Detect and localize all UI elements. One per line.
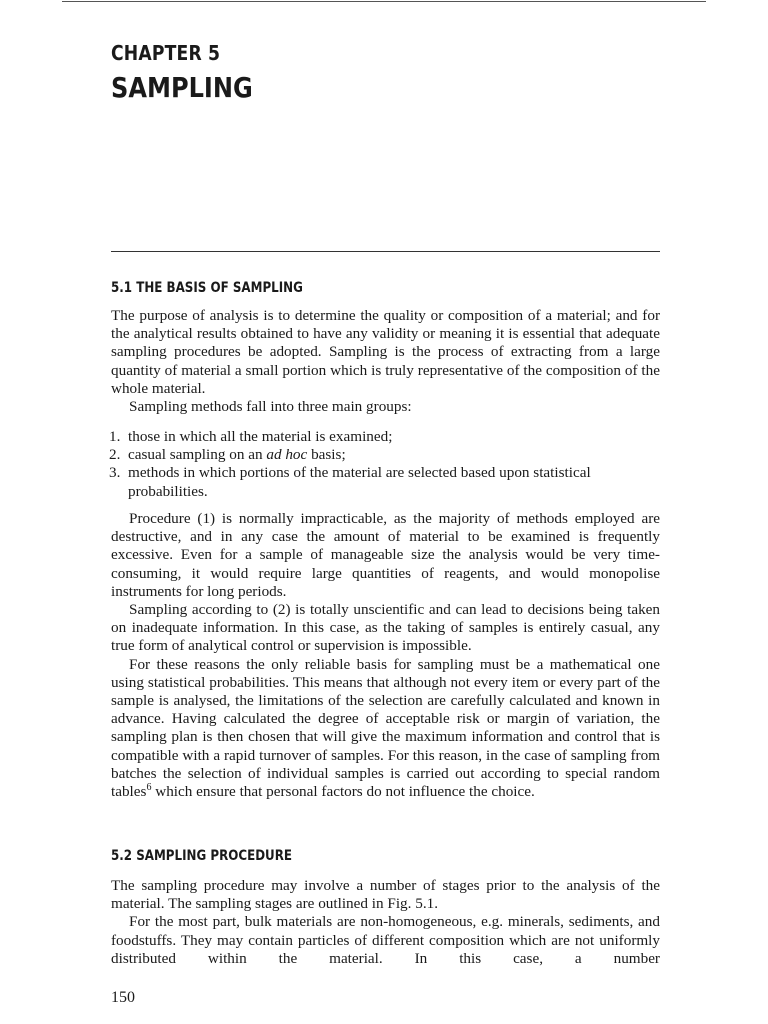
list-item: [109, 464, 660, 500]
list-item-text: methods in which portions of the material are selected based upon statistical probabilities.: [128, 464, 591, 500]
section2-block: [111, 877, 660, 968]
reference-superscript: 6: [146, 781, 152, 793]
procedure2-paragraph: Sampling according to (2) is totally unscientific and can lead to decisions being taken on inadequate information. In this case, as the taking of samples is entirely casual, any true form of analytical control or supervision is impossible.: [111, 601, 660, 655]
chapter-label: CHAPTER 5: [111, 41, 221, 65]
procedure-paragraph: The sampling procedure may involve a number of stages prior to the analysis of the material. The sampling stages are outlined in Fig. 5.1.: [111, 877, 660, 913]
chapter-title: SAMPLING: [111, 71, 253, 104]
list-item-text-post: basis;: [307, 446, 346, 464]
list-item-emphasis: ad hoc: [266, 446, 308, 464]
list-item-number: 3.: [109, 464, 121, 482]
page-number: 150: [111, 989, 135, 1006]
top-rule: [62, 1, 706, 2]
list-item: [109, 428, 660, 446]
sampling-methods-list: [109, 428, 660, 501]
intro-paragraph: The purpose of analysis is to determine the quality or composition of a material; and for the analytical results obtained to have any validity or meaning it is essential that adequate sampling procedures be adopted. Sampling is the process of extracting from a large quantity of material a small portion which is truly representative of the composition of the whole material.: [111, 307, 660, 397]
list-item-number: 1.: [109, 428, 121, 445]
list-item-number: 2.: [109, 446, 121, 464]
bulk-materials-paragraph: For the most part, bulk materials are non-homogeneous, e.g. minerals, sediments, and foodstuffs. They may contain particles of different composition which are not uniformly distributed within the material. In this case, a number: [111, 913, 660, 967]
section1-discussion-block: [111, 510, 660, 801]
list-item: [109, 446, 660, 464]
list-item-text: those in which all the material is examined;: [128, 428, 393, 445]
reasons-text: For these reasons the only reliable basis for sampling must be a mathematical one using statistical probabilities. This means that although not every item or every part of the sample is analysed, the limitations of the selection are carefully calculated and known in advance. Having calculated the degree of acceptable risk or margin of variation, the sampling plan is then chosen that will give the maximum information and control that is compatible with a rapid turnover of samples. For this reason, in the case of sampling from batches the selection of individual samples is carried out according to special random tables: [111, 655, 660, 801]
reasons-text-end: which ensure that personal factors do not influence the choice.: [151, 783, 535, 801]
section-heading-sampling-procedure: 5.2 SAMPLING PROCEDURE: [111, 848, 293, 864]
section-heading-basis-of-sampling: 5.1 THE BASIS OF SAMPLING: [111, 280, 303, 296]
section-rule: [111, 251, 660, 252]
section1-intro-block: [111, 307, 660, 416]
procedure1-paragraph: Procedure (1) is normally impracticable, as the majority of methods employed are destructive, and in any case the amount of material to be examined is frequently excessive. Even for a sample of manageable size the analysis would be very time-consuming, it would require large quantities of reagents, and would monopolise instruments for long periods.: [111, 510, 660, 600]
reasons-paragraph: [111, 656, 660, 802]
groups-lead-paragraph: Sampling methods fall into three main groups:: [129, 398, 412, 416]
list-item-text-pre: casual sampling on an: [128, 446, 267, 464]
